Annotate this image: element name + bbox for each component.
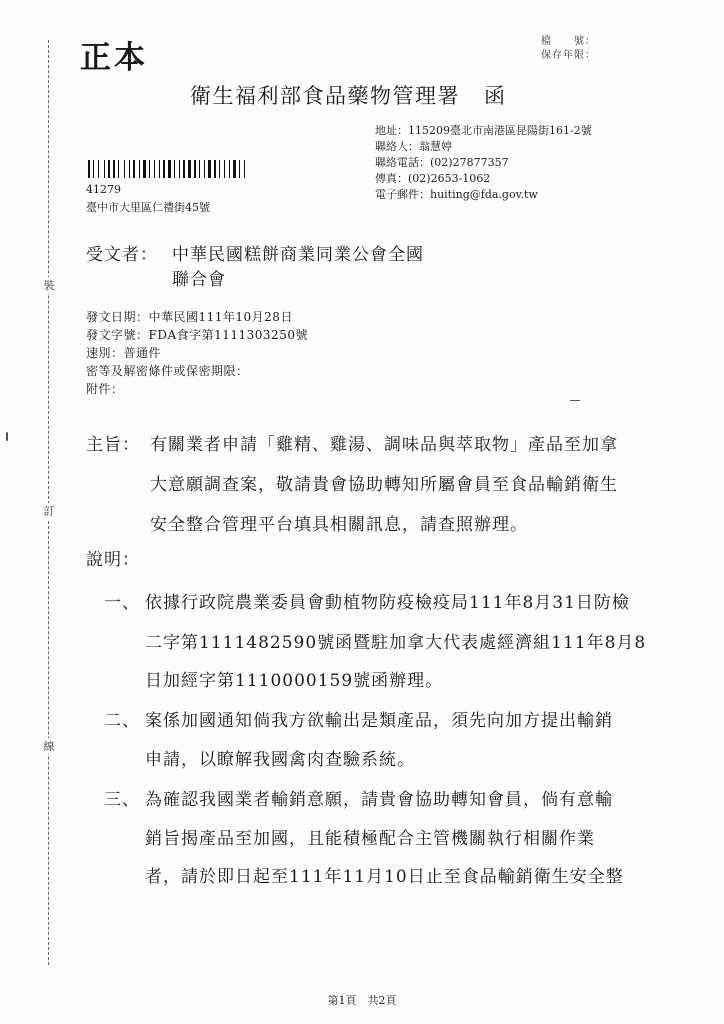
binding-mark-top: 裝 [43,279,55,292]
contact-fax: 傳真：(02)2653-1062 [375,172,491,185]
explanation-item-number: 二、 [104,711,140,731]
file-number-label: 檔 號： [541,36,596,47]
barcode-bar [124,160,125,178]
subject-line: 安全整合管理平台填具相關訊息，請查照辦理。 [150,515,528,535]
recipient-label: 受文者： [86,245,158,265]
binding-mark-bottom: 線 [43,740,55,753]
barcode-bar [214,160,216,178]
barcode-bar [183,160,185,178]
barcode-bar [168,160,171,178]
explanation-line: 依據行政院農業委員會動植物防疫檢疫局111年8月31日防檢 [145,593,630,613]
explanation-line: 案係加國通知倘我方欲輸出是類產品，須先向加方提出輸銷 [145,711,613,731]
barcode-bar [143,160,146,178]
barcode-bar [129,160,130,178]
explanation-line: 為確認我國業者輸銷意願，請貴會協助轉知會員，倘有意輸 [145,790,613,810]
barcode-bar [149,160,150,178]
recipient-name-line2: 聯合會 [172,270,226,290]
original-copy-stamp: 正本 [80,40,148,76]
scan-speck [6,432,8,441]
subject-line: 大意願調查案，敬請貴會協助轉知所屬會員至食品輸銷衛生 [150,475,618,495]
barcode-bar [188,160,191,178]
explanation-line: 者，請於即日起至111年11月10日止至食品輸銷衛生安全整 [145,867,624,887]
issuing-agency [190,80,507,110]
attachment-label: 附件： [86,382,124,396]
barcode-bar [199,160,200,178]
retention-period-label: 保存年限： [541,50,596,61]
mailing-address: 臺中市大里區仁禮街45號 [86,201,210,214]
subject-label: 主旨： [86,435,140,455]
barcode-bar [194,160,196,178]
explanation-label: 說明： [86,550,140,570]
barcode-bar [244,160,245,178]
barcode-bar [219,160,220,178]
explanation-line: 申請，以瞭解我國禽肉查驗系統。 [145,750,415,770]
subject-line: 有關業者申請「雞精、雞湯、調味品與萃取物」產品至加拿 [150,435,618,455]
barcode [88,160,332,178]
document-type: 函 [484,84,507,108]
barcode-bar [233,160,236,178]
barcode-bar [154,160,155,178]
barcode-bar [98,160,99,178]
mailing-postcode: 41279 [86,183,121,196]
barcode-bar [174,160,175,178]
contact-person: 聯絡人：翁慧婷 [375,140,452,153]
barcode-bar [88,160,90,178]
explanation-item-number: 一、 [104,593,140,613]
barcode-bar [118,160,119,178]
barcode-bar [208,160,211,178]
recipient-name-line1: 中華民國糕餅商業同業公會全國 [172,245,424,265]
barcode-bar [163,160,165,178]
barcode-bar [133,160,135,178]
barcode-bar [204,160,205,178]
explanation-line: 二字第1111482590號函暨駐加拿大代表處經濟組111年8月8 [145,633,647,653]
agency-name: 衛生福利部食品藥物管理署 [190,84,460,108]
explanation-line: 銷旨揭產品至加國，且能積極配合主管機關執行相關作業 [145,829,595,849]
explanation-line: 日加經字第1110000159號函辦理。 [145,671,444,691]
barcode-bar [113,160,115,178]
contact-email: 電子郵件：huiting@fda.gov.tw [375,188,538,201]
binding-mark-middle: 訂 [43,505,55,518]
contact-address: 地址：115209臺北市南港區昆陽街161-2號 [375,124,592,137]
barcode-bar [179,160,180,178]
barcode-bar [139,160,140,178]
document-number: 發文字號：FDA食字第1111303250號 [86,328,308,342]
page-number: 第1頁 共2頁 [327,994,397,1007]
contact-phone: 聯絡電話：(02)27877357 [375,156,509,169]
barcode-bar [224,160,225,178]
barcode-bar [104,160,105,178]
scan-speck [570,400,580,401]
barcode-bar [93,160,94,178]
security-classification: 密等及解密條件或保密期限： [86,364,249,378]
barcode-bar [108,160,110,178]
explanation-item-number: 三、 [104,790,140,810]
barcode-bar [229,160,230,178]
issue-date: 發文日期：中華民國111年10月28日 [86,310,293,324]
barcode-bar [239,160,240,178]
barcode-bar [159,160,160,178]
delivery-speed: 速別：普通件 [86,346,162,360]
